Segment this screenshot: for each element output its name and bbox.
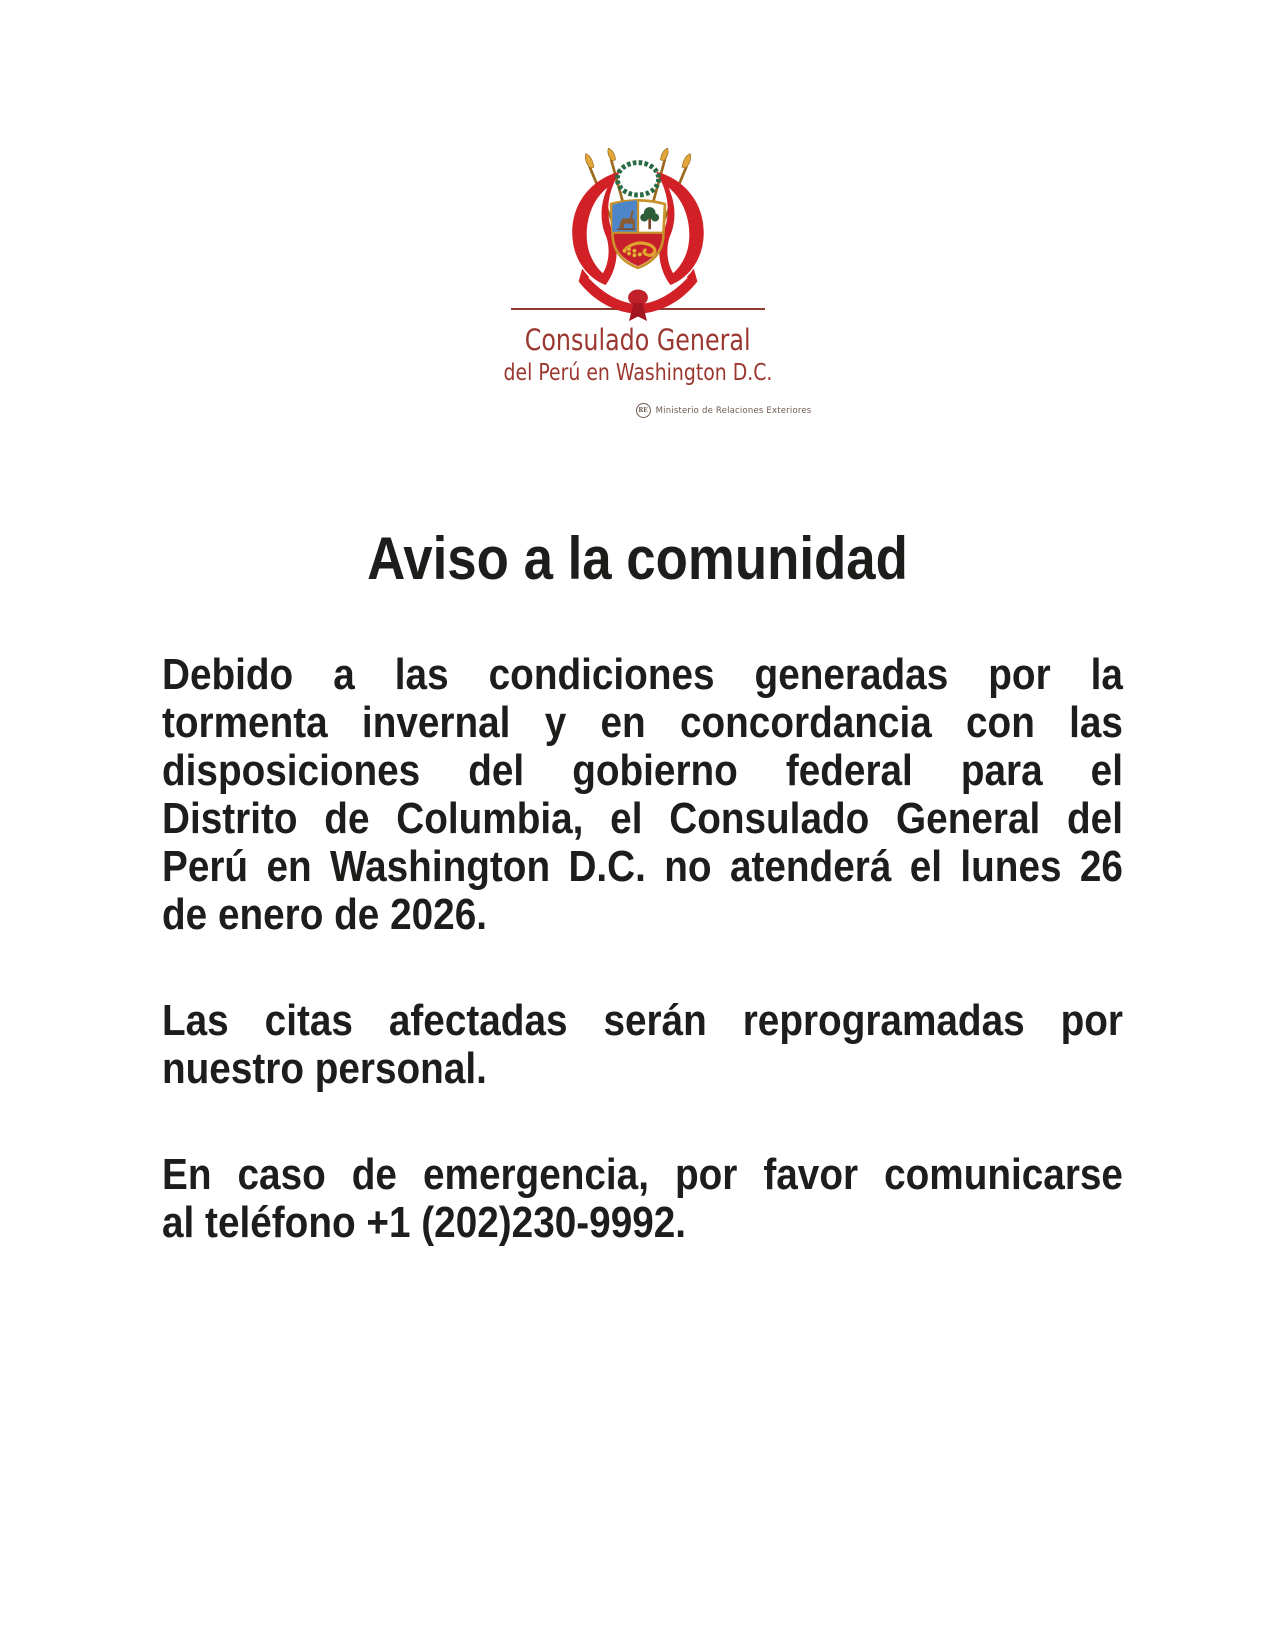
emblem-wrap bbox=[508, 150, 768, 318]
shield-icon bbox=[611, 200, 665, 268]
consulate-location: del Perú en Washington D.C. bbox=[503, 360, 772, 386]
notice-line: al teléfono +1 (202)230-9992. bbox=[162, 1198, 687, 1247]
notice-body bbox=[162, 651, 1123, 1305]
notice-line: disposiciones del gobierno federal para el bbox=[162, 746, 1123, 795]
notice-line: Las citas afectadas serán reprogramadas por bbox=[162, 996, 1123, 1045]
notice-line: Perú en Washington D.C. no atenderá el lunes 26 bbox=[162, 842, 1123, 891]
ministry-seal-icon: RE bbox=[636, 403, 651, 418]
ministry-name: Ministerio de Relaciones Exteriores bbox=[655, 405, 812, 416]
notice-line: de enero de 2026. bbox=[162, 890, 487, 939]
notice-paragraph bbox=[162, 997, 1123, 1093]
notice-line: tormenta invernal y en concordancia con las bbox=[162, 698, 1123, 747]
notice-line: En caso de emergencia, por favor comunicarse bbox=[162, 1150, 1123, 1199]
consulate-logo-block bbox=[0, 150, 1275, 418]
wreath-icon bbox=[617, 163, 658, 195]
peru-coat-of-arms-icon bbox=[548, 150, 728, 321]
notice-paragraph bbox=[162, 1151, 1123, 1247]
notice-line: nuestro personal. bbox=[162, 1044, 487, 1093]
notice-title: Aviso a la comunidad bbox=[367, 525, 908, 592]
notice-paragraph bbox=[162, 651, 1123, 939]
spear-tips-icon bbox=[585, 148, 690, 168]
notice-line: Distrito de Columbia, el Consulado General del bbox=[162, 794, 1123, 843]
ministry-mark bbox=[636, 403, 812, 418]
notice-line: Debido a las condiciones generadas por la bbox=[162, 650, 1123, 699]
consulate-name: Consulado General bbox=[524, 323, 751, 357]
